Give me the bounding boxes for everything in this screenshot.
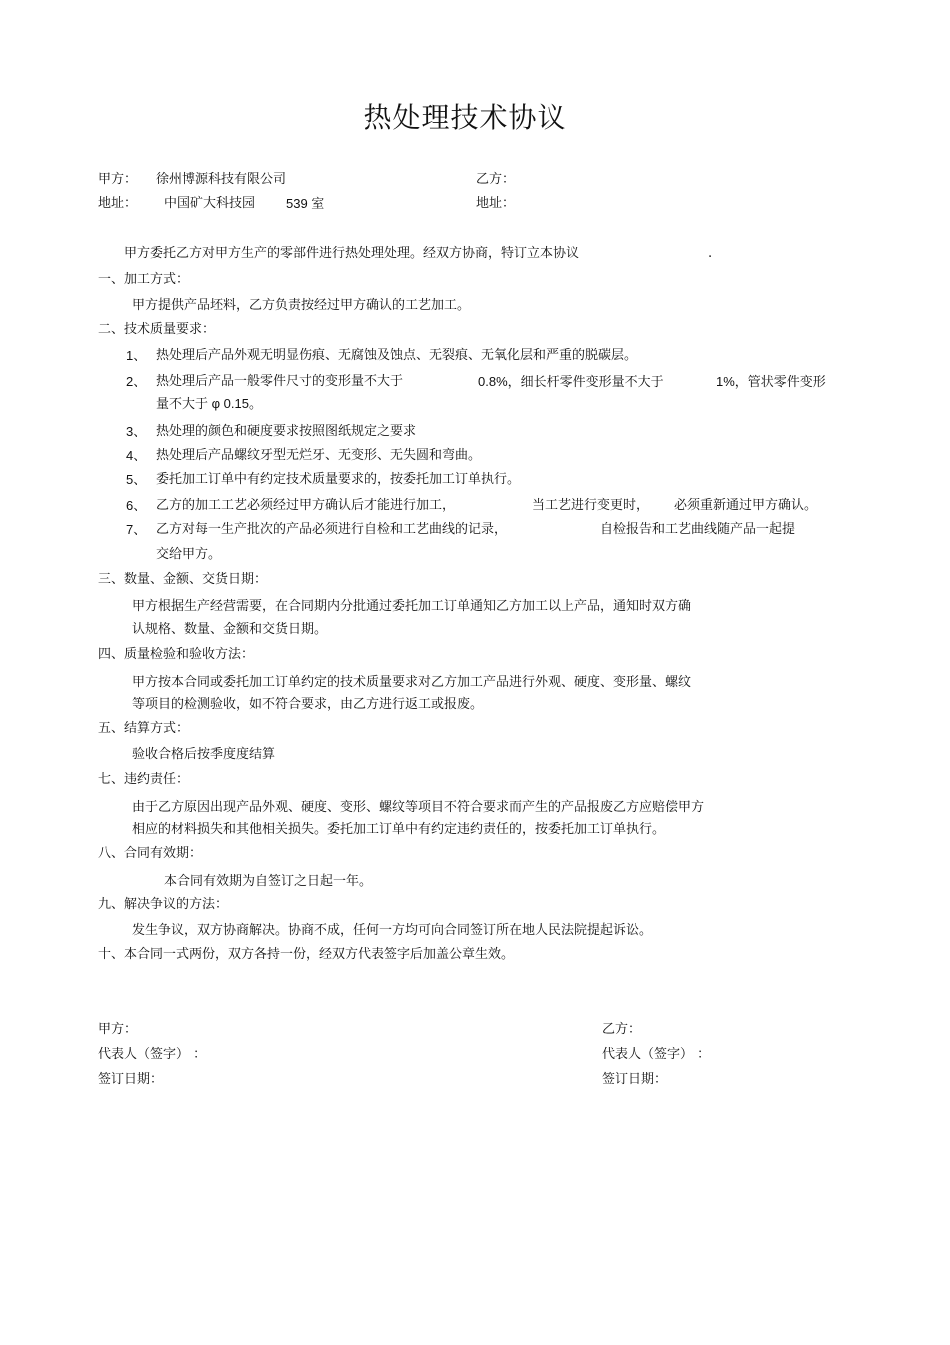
item-7-text-b: 自检报告和工艺曲线随产品一起提 <box>600 522 796 537</box>
section-5-heading: 五、结算方式： <box>98 721 190 736</box>
section-3-line-1: 甲方根据生产经营需要，在合同期内分批通过委托加工订单通知乙方加工以上产品，通知时双方确 <box>132 599 692 614</box>
sign-date-a-label: 签订日期： <box>98 1072 164 1087</box>
party-a-name: 徐州博源科技有限公司 <box>156 172 287 187</box>
address-b-label: 地址： <box>476 196 516 211</box>
sign-representative-b-label: 代表人（签字） ： <box>602 1047 711 1062</box>
section-3-line-2: 认规格、数量、金额和交货日期。 <box>132 622 328 637</box>
address-a-value: 中国矿大科技园 <box>164 196 256 211</box>
section-7-line-2: 相应的材料损失和其他相关损失。委托加工订单中有约定违约责任的，按委托加工订单执行。 <box>132 822 666 837</box>
section-8-body: 本合同有效期为自签订之日起一年。 <box>164 874 373 889</box>
section-7-heading: 七、违约责任： <box>98 772 190 787</box>
section-4-line-2: 等项目的检测验收，如不符合要求，由乙方进行返工或报废。 <box>132 697 484 712</box>
item-3-number: 3、 <box>126 424 147 439</box>
item-6-number: 6、 <box>126 498 147 513</box>
item-2-number: 2、 <box>126 374 147 389</box>
item-7-text-c: 交给甲方。 <box>156 547 222 562</box>
item-6-text-c: 必须重新通过甲方确认。 <box>674 498 818 513</box>
item-5-text: 委托加工订单中有约定技术质量要求的，按委托加工订单执行。 <box>156 472 521 487</box>
document-title: 热处理技术协议 <box>363 101 567 134</box>
section-1-body: 甲方提供产品坯料，乙方负责按经过甲方确认的工艺加工。 <box>132 298 471 313</box>
item-6-text-b: 当工艺进行变更时， <box>532 498 650 513</box>
address-a-room: 539 室 <box>286 196 325 211</box>
section-10-text: 十、本合同一式两份，双方各持一份，经双方代表签字后加盖公章生效。 <box>98 947 515 962</box>
party-b-label: 乙方： <box>476 172 516 187</box>
item-7-text-a: 乙方对每一生产批次的产品必须进行自检和工艺曲线的记录， <box>156 522 508 537</box>
section-9-body: 发生争议，双方协商解决。协商不成，任何一方均可向合同签订所在地人民法院提起诉讼。 <box>132 923 653 938</box>
section-7-line-1: 由于乙方原因出现产品外观、硬度、变形、螺纹等项目不符合要求而产生的产品报废乙方应赔偿甲方 <box>132 800 705 815</box>
item-2-text-a: 热处理后产品一般零件尺寸的变形量不大于 <box>156 374 404 389</box>
party-a-label: 甲方： <box>98 172 138 187</box>
item-2-text-c: 1%，管状零件变形 <box>716 374 826 389</box>
item-2-text-b: 0.8%，细长杆零件变形量不大于 <box>478 374 664 389</box>
sign-date-b-label: 签订日期： <box>602 1072 668 1087</box>
section-1-heading: 一、加工方式： <box>98 272 190 287</box>
item-4-text: 热处理后产品螺纹牙型无烂牙、无变形、无失圆和弯曲。 <box>156 448 482 463</box>
item-1-number: 1、 <box>126 348 147 363</box>
intro-text: 甲方委托乙方对甲方生产的零部件进行热处理处理。经双方协商，特订立本协议 <box>124 246 580 261</box>
section-4-heading: 四、质量检验和验收方法： <box>98 647 255 662</box>
intro-period: . <box>708 246 713 261</box>
item-6-text-a: 乙方的加工工艺必须经过甲方确认后才能进行加工， <box>156 498 456 513</box>
item-1-text: 热处理后产品外观无明显伤痕、无腐蚀及蚀点、无裂痕、无氧化层和严重的脱碳层。 <box>156 348 638 363</box>
item-5-number: 5、 <box>126 472 147 487</box>
item-4-number: 4、 <box>126 448 147 463</box>
section-3-heading: 三、数量、金额、交货日期： <box>98 572 268 587</box>
section-2-heading: 二、技术质量要求： <box>98 322 216 337</box>
item-3-text: 热处理的颜色和硬度要求按照图纸规定之要求 <box>156 424 417 439</box>
section-9-heading: 九、解决争议的方法： <box>98 897 229 912</box>
sign-party-a-label: 甲方： <box>98 1022 138 1037</box>
address-a-label: 地址： <box>98 196 138 211</box>
item-7-number: 7、 <box>126 522 147 537</box>
section-8-heading: 八、合同有效期： <box>98 846 203 861</box>
item-2-text-d: 量不大于 φ 0.15。 <box>156 396 262 411</box>
sign-representative-a-label: 代表人（签字） ： <box>98 1047 207 1062</box>
section-4-line-1: 甲方按本合同或委托加工订单约定的技术质量要求对乙方加工产品进行外观、硬度、变形量、螺纹 <box>132 675 692 690</box>
section-5-body: 验收合格后按季度度结算 <box>132 747 276 762</box>
sign-party-b-label: 乙方： <box>602 1022 642 1037</box>
